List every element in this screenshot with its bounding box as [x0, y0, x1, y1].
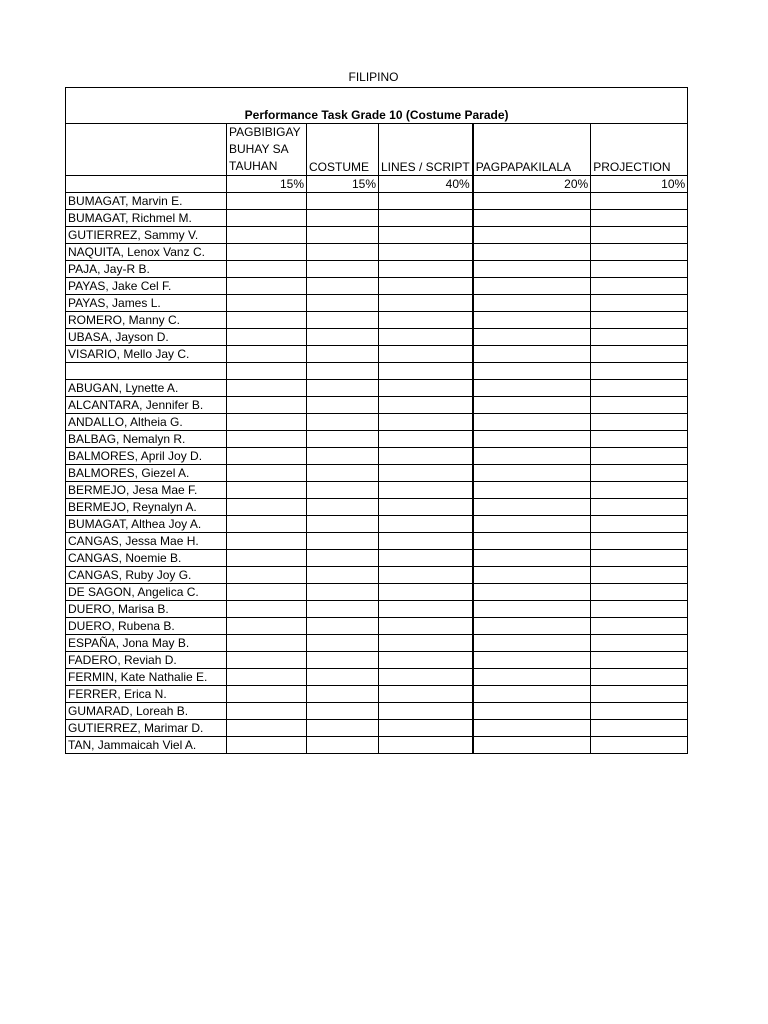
score-projection-cell[interactable]: [591, 737, 688, 754]
score-pagbibigay-cell[interactable]: [227, 448, 307, 465]
score-pagbibigay-cell[interactable]: [227, 533, 307, 550]
score-lines-script-cell[interactable]: [379, 261, 473, 278]
score-projection-cell[interactable]: [591, 244, 688, 261]
score-projection-cell[interactable]: [591, 329, 688, 346]
sheet-title: Performance Task Grade 10 (Costume Parade): [66, 88, 688, 124]
grade-sheet-table: [65, 87, 688, 754]
score-costume-cell[interactable]: [307, 465, 379, 482]
student-row: [66, 737, 688, 754]
score-pagpapakilala-cell[interactable]: [473, 669, 591, 686]
weight-pagpapakilala: 20%: [473, 176, 591, 193]
column-header-pagpapakilala: PAGPAPAKILALA: [473, 124, 591, 176]
student-row: [66, 431, 688, 448]
student-row: [66, 618, 688, 635]
score-pagbibigay-cell[interactable]: [227, 210, 307, 227]
student-row: [66, 295, 688, 312]
score-pagbibigay-cell[interactable]: [227, 584, 307, 601]
score-costume-cell[interactable]: [307, 414, 379, 431]
weight-label-cell: [66, 176, 227, 193]
score-costume-cell[interactable]: [307, 720, 379, 737]
student-row: [66, 329, 688, 346]
score-pagpapakilala-cell[interactable]: [473, 550, 591, 567]
score-pagpapakilala-cell[interactable]: [473, 261, 591, 278]
score-costume-cell[interactable]: [307, 193, 379, 210]
score-pagpapakilala-cell[interactable]: [473, 516, 591, 533]
score-costume-cell[interactable]: [307, 329, 379, 346]
student-row: [66, 669, 688, 686]
student-name-cell: BERMEJO, Jesa Mae F.: [66, 482, 227, 499]
score-pagpapakilala-cell[interactable]: [473, 601, 591, 618]
student-row: [66, 703, 688, 720]
score-projection-cell[interactable]: [591, 295, 688, 312]
score-pagpapakilala-cell[interactable]: [473, 193, 591, 210]
score-lines-script-cell[interactable]: [379, 720, 473, 737]
score-pagbibigay-cell[interactable]: [227, 516, 307, 533]
score-projection-cell[interactable]: [591, 584, 688, 601]
student-name-cell: PAJA, Jay-R B.: [66, 261, 227, 278]
score-lines-script-cell[interactable]: [379, 227, 473, 244]
score-pagpapakilala-cell[interactable]: [473, 584, 591, 601]
score-projection-cell[interactable]: [591, 414, 688, 431]
blank-cell: [473, 363, 591, 380]
student-row: [66, 397, 688, 414]
score-pagpapakilala-cell[interactable]: [473, 652, 591, 669]
score-costume-cell[interactable]: [307, 431, 379, 448]
title-row: [66, 88, 688, 124]
student-row: [66, 550, 688, 567]
student-name-cell: PAYAS, James L.: [66, 295, 227, 312]
score-pagbibigay-cell[interactable]: [227, 550, 307, 567]
score-projection-cell[interactable]: [591, 601, 688, 618]
score-costume-cell[interactable]: [307, 346, 379, 363]
score-lines-script-cell[interactable]: [379, 312, 473, 329]
score-projection-cell[interactable]: [591, 686, 688, 703]
score-projection-cell[interactable]: [591, 380, 688, 397]
score-pagpapakilala-cell[interactable]: [473, 380, 591, 397]
score-pagpapakilala-cell[interactable]: [473, 533, 591, 550]
student-name-cell: CANGAS, Noemie B.: [66, 550, 227, 567]
score-costume-cell[interactable]: [307, 635, 379, 652]
score-costume-cell[interactable]: [307, 499, 379, 516]
student-row: [66, 465, 688, 482]
score-pagpapakilala-cell[interactable]: [473, 312, 591, 329]
score-projection-cell[interactable]: [591, 635, 688, 652]
score-pagbibigay-cell[interactable]: [227, 346, 307, 363]
score-projection-cell[interactable]: [591, 312, 688, 329]
score-costume-cell[interactable]: [307, 601, 379, 618]
score-projection-cell[interactable]: [591, 567, 688, 584]
student-row: [66, 499, 688, 516]
score-pagbibigay-cell[interactable]: [227, 295, 307, 312]
score-pagbibigay-cell[interactable]: [227, 601, 307, 618]
score-pagbibigay-cell[interactable]: [227, 703, 307, 720]
score-pagbibigay-cell[interactable]: [227, 329, 307, 346]
score-costume-cell[interactable]: [307, 618, 379, 635]
score-projection-cell[interactable]: [591, 346, 688, 363]
score-pagbibigay-cell[interactable]: [227, 567, 307, 584]
blank-cell: [307, 363, 379, 380]
student-name-cell: FADERO, Reviah D.: [66, 652, 227, 669]
score-projection-cell[interactable]: [591, 652, 688, 669]
score-pagbibigay-cell[interactable]: [227, 312, 307, 329]
column-header-pagbibigay: PAGBIBIGAY BUHAY SA TAUHAN: [227, 124, 307, 176]
score-lines-script-cell[interactable]: [379, 567, 473, 584]
score-pagbibigay-cell[interactable]: [227, 737, 307, 754]
score-pagbibigay-cell[interactable]: [227, 244, 307, 261]
score-projection-cell[interactable]: [591, 618, 688, 635]
score-costume-cell[interactable]: [307, 482, 379, 499]
score-costume-cell[interactable]: [307, 295, 379, 312]
student-name-cell: GUTIERREZ, Marimar D.: [66, 720, 227, 737]
student-row: [66, 278, 688, 295]
score-lines-script-cell[interactable]: [379, 244, 473, 261]
score-pagpapakilala-cell[interactable]: [473, 720, 591, 737]
student-row: [66, 346, 688, 363]
student-row: [66, 244, 688, 261]
score-lines-script-cell[interactable]: [379, 516, 473, 533]
score-projection-cell[interactable]: [591, 703, 688, 720]
score-costume-cell[interactable]: [307, 210, 379, 227]
weight-projection: 10%: [591, 176, 688, 193]
score-costume-cell[interactable]: [307, 227, 379, 244]
student-row: [66, 601, 688, 618]
weight-costume: 15%: [307, 176, 379, 193]
score-pagbibigay-cell[interactable]: [227, 431, 307, 448]
score-lines-script-cell[interactable]: [379, 380, 473, 397]
score-costume-cell[interactable]: [307, 516, 379, 533]
score-costume-cell[interactable]: [307, 584, 379, 601]
student-name-cell: CANGAS, Jessa Mae H.: [66, 533, 227, 550]
score-pagpapakilala-cell[interactable]: [473, 567, 591, 584]
score-lines-script-cell[interactable]: [379, 601, 473, 618]
score-lines-script-cell[interactable]: [379, 635, 473, 652]
student-name-cell: ALCANTARA, Jennifer B.: [66, 397, 227, 414]
student-row: [66, 448, 688, 465]
score-lines-script-cell[interactable]: [379, 397, 473, 414]
score-costume-cell[interactable]: [307, 278, 379, 295]
blank-cell: [227, 363, 307, 380]
score-costume-cell[interactable]: [307, 669, 379, 686]
score-pagbibigay-cell[interactable]: [227, 261, 307, 278]
score-lines-script-cell[interactable]: [379, 448, 473, 465]
student-row: [66, 584, 688, 601]
student-name-cell: FERMIN, Kate Nathalie E.: [66, 669, 227, 686]
score-lines-script-cell[interactable]: [379, 703, 473, 720]
score-pagpapakilala-cell[interactable]: [473, 397, 591, 414]
score-lines-script-cell[interactable]: [379, 295, 473, 312]
student-row: [66, 720, 688, 737]
score-lines-script-cell[interactable]: [379, 278, 473, 295]
student-row: [66, 686, 688, 703]
score-pagbibigay-cell[interactable]: [227, 414, 307, 431]
student-row: [66, 261, 688, 278]
score-pagpapakilala-cell[interactable]: [473, 618, 591, 635]
blank-separator-row: [66, 363, 688, 380]
student-name-cell: GUTIERREZ, Sammy V.: [66, 227, 227, 244]
student-row: [66, 193, 688, 210]
score-projection-cell[interactable]: [591, 397, 688, 414]
student-name-cell: BUMAGAT, Althea Joy A.: [66, 516, 227, 533]
student-name-cell: DUERO, Rubena B.: [66, 618, 227, 635]
score-pagbibigay-cell[interactable]: [227, 720, 307, 737]
weight-lines-script: 40%: [379, 176, 473, 193]
student-name-cell: GUMARAD, Loreah B.: [66, 703, 227, 720]
score-lines-script-cell[interactable]: [379, 550, 473, 567]
column-header-lines-script: LINES / SCRIPT: [379, 124, 473, 176]
score-lines-script-cell[interactable]: [379, 737, 473, 754]
student-row: [66, 516, 688, 533]
score-costume-cell[interactable]: [307, 397, 379, 414]
score-pagbibigay-cell[interactable]: [227, 652, 307, 669]
score-costume-cell[interactable]: [307, 261, 379, 278]
column-header-projection: PROJECTION: [591, 124, 688, 176]
score-pagpapakilala-cell[interactable]: [473, 295, 591, 312]
score-lines-script-cell[interactable]: [379, 193, 473, 210]
score-projection-cell[interactable]: [591, 261, 688, 278]
score-projection-cell[interactable]: [591, 278, 688, 295]
score-pagpapakilala-cell[interactable]: [473, 414, 591, 431]
score-pagbibigay-cell[interactable]: [227, 465, 307, 482]
score-pagbibigay-cell[interactable]: [227, 618, 307, 635]
student-name-cell: TAN, Jammaicah Viel A.: [66, 737, 227, 754]
score-projection-cell[interactable]: [591, 516, 688, 533]
score-lines-script-cell[interactable]: [379, 329, 473, 346]
student-row: [66, 210, 688, 227]
student-name-cell: BUMAGAT, Marvin E.: [66, 193, 227, 210]
student-name-cell: FERRER, Erica N.: [66, 686, 227, 703]
student-name-cell: BALBAG, Nemalyn R.: [66, 431, 227, 448]
score-pagpapakilala-cell[interactable]: [473, 482, 591, 499]
student-row: [66, 380, 688, 397]
student-name-cell: ANDALLO, Altheia G.: [66, 414, 227, 431]
score-projection-cell[interactable]: [591, 431, 688, 448]
student-row: [66, 482, 688, 499]
student-row: [66, 227, 688, 244]
score-costume-cell[interactable]: [307, 652, 379, 669]
weight-pagbibigay: 15%: [227, 176, 307, 193]
score-costume-cell[interactable]: [307, 380, 379, 397]
score-costume-cell[interactable]: [307, 550, 379, 567]
score-pagbibigay-cell[interactable]: [227, 397, 307, 414]
score-projection-cell[interactable]: [591, 720, 688, 737]
student-name-cell: DUERO, Marisa B.: [66, 601, 227, 618]
score-costume-cell[interactable]: [307, 567, 379, 584]
student-name-cell: NAQUITA, Lenox Vanz C.: [66, 244, 227, 261]
student-row: [66, 635, 688, 652]
student-name-cell: BUMAGAT, Richmel M.: [66, 210, 227, 227]
score-lines-script-cell[interactable]: [379, 669, 473, 686]
score-pagbibigay-cell[interactable]: [227, 482, 307, 499]
column-header-costume: COSTUME: [307, 124, 379, 176]
score-pagpapakilala-cell[interactable]: [473, 499, 591, 516]
student-name-cell: DE SAGON, Angelica C.: [66, 584, 227, 601]
score-costume-cell[interactable]: [307, 737, 379, 754]
score-projection-cell[interactable]: [591, 550, 688, 567]
blank-cell: [66, 363, 227, 380]
score-pagbibigay-cell[interactable]: [227, 669, 307, 686]
score-lines-script-cell[interactable]: [379, 482, 473, 499]
score-lines-script-cell[interactable]: [379, 618, 473, 635]
score-pagpapakilala-cell[interactable]: [473, 686, 591, 703]
score-lines-script-cell[interactable]: [379, 499, 473, 516]
score-pagbibigay-cell[interactable]: [227, 278, 307, 295]
score-lines-script-cell[interactable]: [379, 533, 473, 550]
score-pagbibigay-cell[interactable]: [227, 380, 307, 397]
score-projection-cell[interactable]: [591, 499, 688, 516]
score-lines-script-cell[interactable]: [379, 686, 473, 703]
score-costume-cell[interactable]: [307, 703, 379, 720]
student-name-cell: ABUGAN, Lynette A.: [66, 380, 227, 397]
score-projection-cell[interactable]: [591, 448, 688, 465]
student-name-cell: BALMORES, April Joy D.: [66, 448, 227, 465]
column-header-row: [66, 124, 688, 176]
score-lines-script-cell[interactable]: [379, 584, 473, 601]
score-projection-cell[interactable]: [591, 482, 688, 499]
score-projection-cell[interactable]: [591, 669, 688, 686]
score-lines-script-cell[interactable]: [379, 431, 473, 448]
score-pagpapakilala-cell[interactable]: [473, 448, 591, 465]
student-name-cell: ESPAÑA, Jona May B.: [66, 635, 227, 652]
score-costume-cell[interactable]: [307, 312, 379, 329]
student-name-cell: BALMORES, Giezel A.: [66, 465, 227, 482]
score-pagpapakilala-cell[interactable]: [473, 227, 591, 244]
score-costume-cell[interactable]: [307, 686, 379, 703]
score-pagbibigay-cell[interactable]: [227, 227, 307, 244]
score-pagpapakilala-cell[interactable]: [473, 737, 591, 754]
student-row: [66, 533, 688, 550]
score-costume-cell[interactable]: [307, 244, 379, 261]
student-name-cell: VISARIO, Mello Jay C.: [66, 346, 227, 363]
student-row: [66, 414, 688, 431]
score-pagpapakilala-cell[interactable]: [473, 244, 591, 261]
student-name-cell: ROMERO, Manny C.: [66, 312, 227, 329]
score-lines-script-cell[interactable]: [379, 652, 473, 669]
score-costume-cell[interactable]: [307, 533, 379, 550]
blank-cell: [591, 363, 688, 380]
blank-cell: [379, 363, 473, 380]
score-lines-script-cell[interactable]: [379, 346, 473, 363]
student-name-cell: UBASA, Jayson D.: [66, 329, 227, 346]
student-row: [66, 652, 688, 669]
name-column-header: [66, 124, 227, 176]
score-pagbibigay-cell[interactable]: [227, 499, 307, 516]
score-projection-cell[interactable]: [591, 465, 688, 482]
weight-row: [66, 176, 688, 193]
score-lines-script-cell[interactable]: [379, 210, 473, 227]
student-name-cell: BERMEJO, Reynalyn A.: [66, 499, 227, 516]
student-name-cell: PAYAS, Jake Cel F.: [66, 278, 227, 295]
score-pagpapakilala-cell[interactable]: [473, 703, 591, 720]
score-costume-cell[interactable]: [307, 448, 379, 465]
student-row: [66, 567, 688, 584]
score-lines-script-cell[interactable]: [379, 465, 473, 482]
score-pagpapakilala-cell[interactable]: [473, 431, 591, 448]
score-projection-cell[interactable]: [591, 227, 688, 244]
score-projection-cell[interactable]: [591, 533, 688, 550]
score-lines-script-cell[interactable]: [379, 414, 473, 431]
score-pagpapakilala-cell[interactable]: [473, 465, 591, 482]
score-pagbibigay-cell[interactable]: [227, 193, 307, 210]
score-pagpapakilala-cell[interactable]: [473, 635, 591, 652]
score-pagpapakilala-cell[interactable]: [473, 329, 591, 346]
score-pagbibigay-cell[interactable]: [227, 635, 307, 652]
score-pagbibigay-cell[interactable]: [227, 686, 307, 703]
score-pagpapakilala-cell[interactable]: [473, 210, 591, 227]
score-projection-cell[interactable]: [591, 193, 688, 210]
sheet-header: FILIPINO: [348, 70, 399, 84]
student-name-cell: CANGAS, Ruby Joy G.: [66, 567, 227, 584]
score-projection-cell[interactable]: [591, 210, 688, 227]
score-pagpapakilala-cell[interactable]: [473, 278, 591, 295]
score-pagpapakilala-cell[interactable]: [473, 346, 591, 363]
student-row: [66, 312, 688, 329]
